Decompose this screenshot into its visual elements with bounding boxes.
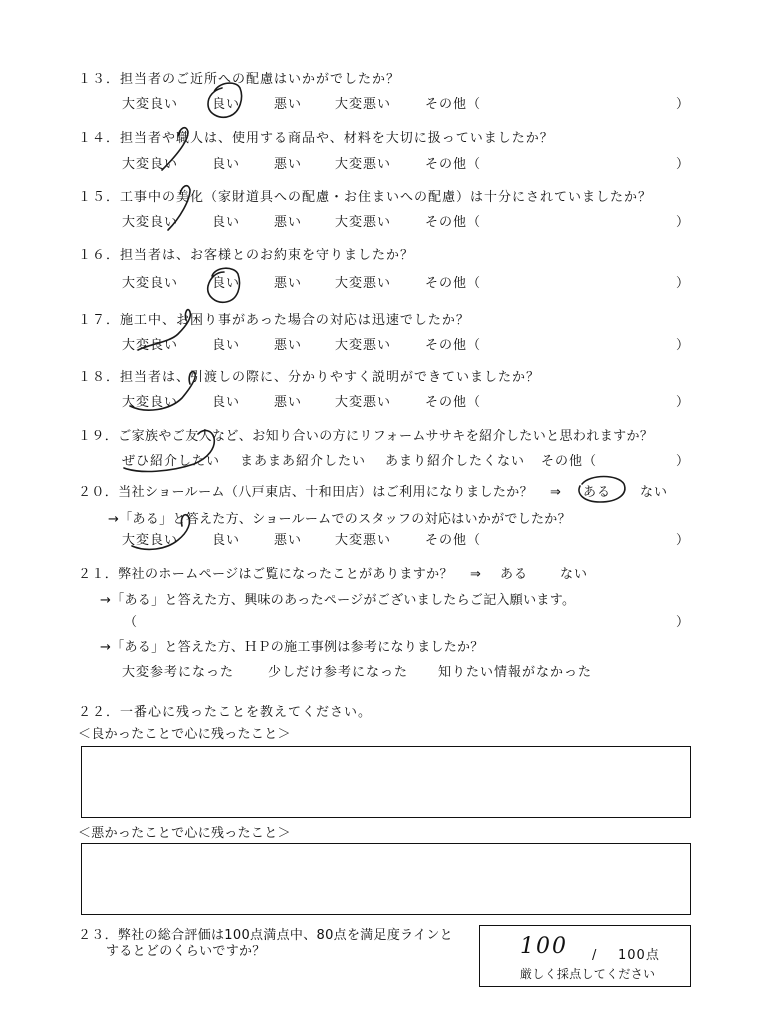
q18-option-good[interactable]: 良い — [212, 395, 241, 410]
q21-option-not-helpful[interactable]: 知りたい情報がなかった — [438, 665, 593, 680]
q16-option-very-bad[interactable]: 大変悪い — [335, 276, 392, 291]
q14-option-very-good[interactable]: 大変良い — [122, 157, 179, 172]
q21-open-paren: （ — [124, 615, 138, 630]
question-19: １９．ご家族やご友人など、お知り合いの方にリフォームササキを紹介したいと思われますか？ — [78, 429, 654, 444]
q20-close-paren: ） — [676, 533, 690, 548]
q16-option-very-good[interactable]: 大変良い — [122, 276, 179, 291]
q23-score-value: 100 — [520, 934, 568, 959]
q15-option-good[interactable]: 良い — [212, 215, 241, 230]
q20-option-very-bad[interactable]: 大変悪い — [335, 533, 392, 548]
question-17: １７．施工中、お困り事があった場合の対応は迅速でしたか？ — [78, 313, 470, 328]
question-14: １４．担当者や職人は、使用する商品や、材料を大切に扱っていましたか？ — [78, 131, 554, 146]
q18-option-very-bad[interactable]: 大変悪い — [335, 395, 392, 410]
q17-option-other[interactable]: その他（ — [425, 338, 482, 353]
q20-option-other[interactable]: その他（ — [425, 533, 482, 548]
q20-option-no[interactable]: ない — [640, 485, 669, 500]
q23-score-box[interactable] — [479, 925, 691, 987]
q21-option-somewhat-helpful[interactable]: 少しだけ参考になった — [268, 665, 409, 680]
q21-followup-2: →「ある」と答えた方、ＨＰの施工事例は参考になりましたか？ — [100, 640, 484, 655]
q13-option-very-good[interactable]: 大変良い — [122, 97, 179, 112]
q21-option-very-helpful[interactable]: 大変参考になった — [122, 665, 235, 680]
q21-close-paren: ） — [676, 615, 690, 630]
q20-option-bad[interactable]: 悪い — [274, 533, 303, 548]
q20-option-yes[interactable]: ある — [583, 485, 612, 500]
q16-option-good[interactable]: 良い — [212, 276, 241, 291]
q16-option-other[interactable]: その他（ — [425, 276, 482, 291]
q14-option-good[interactable]: 良い — [212, 157, 241, 172]
q16-close-paren: ） — [676, 276, 690, 291]
q19-option-not-really[interactable]: あまり紹介したくない — [385, 454, 526, 469]
q15-option-bad[interactable]: 悪い — [274, 215, 303, 230]
q19-option-definitely[interactable]: ぜひ紹介したい — [122, 454, 221, 469]
q17-close-paren: ） — [676, 338, 690, 353]
q13-close-paren: ） — [676, 97, 690, 112]
q13-option-bad[interactable]: 悪い — [274, 97, 303, 112]
q19-option-somewhat[interactable]: まあまあ紹介したい — [240, 454, 367, 469]
q15-option-very-bad[interactable]: 大変悪い — [335, 215, 392, 230]
q13-option-very-bad[interactable]: 大変悪い — [335, 97, 392, 112]
q17-option-good[interactable]: 良い — [212, 338, 241, 353]
q17-option-very-good[interactable]: 大変良い — [122, 338, 179, 353]
q18-close-paren: ） — [676, 395, 690, 410]
question-22: ２２．一番心に残ったことを教えてください。 — [78, 705, 373, 720]
q23-slash: / — [592, 948, 598, 963]
question-13: １３．担当者のご近所への配慮はいかがでしたか？ — [78, 72, 401, 87]
question-23-line-2: するとどのくらいですか？ — [106, 944, 266, 959]
q23-max-points: 100点 — [618, 948, 660, 963]
q21-option-no[interactable]: ない — [560, 567, 589, 582]
q17-option-very-bad[interactable]: 大変悪い — [335, 338, 392, 353]
q19-close-paren: ） — [676, 454, 690, 469]
q22-good-textbox[interactable] — [81, 746, 691, 818]
q21-followup-1: →「ある」と答えた方、興味のあったページがございましたらご記入願います。 — [100, 593, 576, 608]
q14-option-very-bad[interactable]: 大変悪い — [335, 157, 392, 172]
q15-option-very-good[interactable]: 大変良い — [122, 215, 179, 230]
q20-followup: →「ある」と答えた方、ショールームでのスタッフの対応はいかがでしたか？ — [108, 512, 571, 527]
q20-option-good[interactable]: 良い — [212, 533, 241, 548]
q23-note: 厳しく採点してください — [520, 967, 656, 981]
q14-option-bad[interactable]: 悪い — [274, 157, 303, 172]
q22-good-label: ＜良かったことで心に残ったこと＞ — [78, 727, 291, 742]
q15-option-other[interactable]: その他（ — [425, 215, 482, 230]
question-16: １６．担当者は、お客様とのお約束を守りましたか？ — [78, 248, 415, 263]
question-21: ２１．弊社のホームページはご覧になったことがありますか？ — [78, 567, 453, 582]
q16-option-bad[interactable]: 悪い — [274, 276, 303, 291]
q18-option-bad[interactable]: 悪い — [274, 395, 303, 410]
q22-bad-label: ＜悪かったことで心に残ったこと＞ — [78, 826, 291, 841]
q18-option-other[interactable]: その他（ — [425, 395, 482, 410]
q17-option-bad[interactable]: 悪い — [274, 338, 303, 353]
q20-option-very-good[interactable]: 大変良い — [122, 533, 179, 548]
question-20: ２０．当社ショールーム（八戸東店、十和田店）はご利用になりましたか？ — [78, 485, 534, 500]
q18-option-very-good[interactable]: 大変良い — [122, 395, 179, 410]
q21-option-yes[interactable]: ある — [500, 567, 529, 582]
q20-arrow: ⇒ — [550, 485, 562, 500]
q21-arrow: ⇒ — [470, 567, 482, 582]
q14-option-other[interactable]: その他（ — [425, 157, 482, 172]
q15-close-paren: ） — [676, 215, 690, 230]
q22-bad-textbox[interactable] — [81, 843, 691, 915]
q14-close-paren: ） — [676, 157, 690, 172]
q13-option-good[interactable]: 良い — [212, 97, 241, 112]
question-18: １８．担当者は、引渡しの際に、分かりやすく説明ができていましたか？ — [78, 370, 541, 385]
question-15: １５．工事中の美化（家財道具への配慮・お住まいへの配慮）は十分にされていましたか？ — [78, 190, 653, 205]
question-23: ２３．弊社の総合評価は100点満点中、80点を満足度ラインと — [78, 928, 453, 943]
q13-option-other[interactable]: その他（ — [425, 97, 482, 112]
q19-option-other[interactable]: その他（ — [541, 454, 598, 469]
